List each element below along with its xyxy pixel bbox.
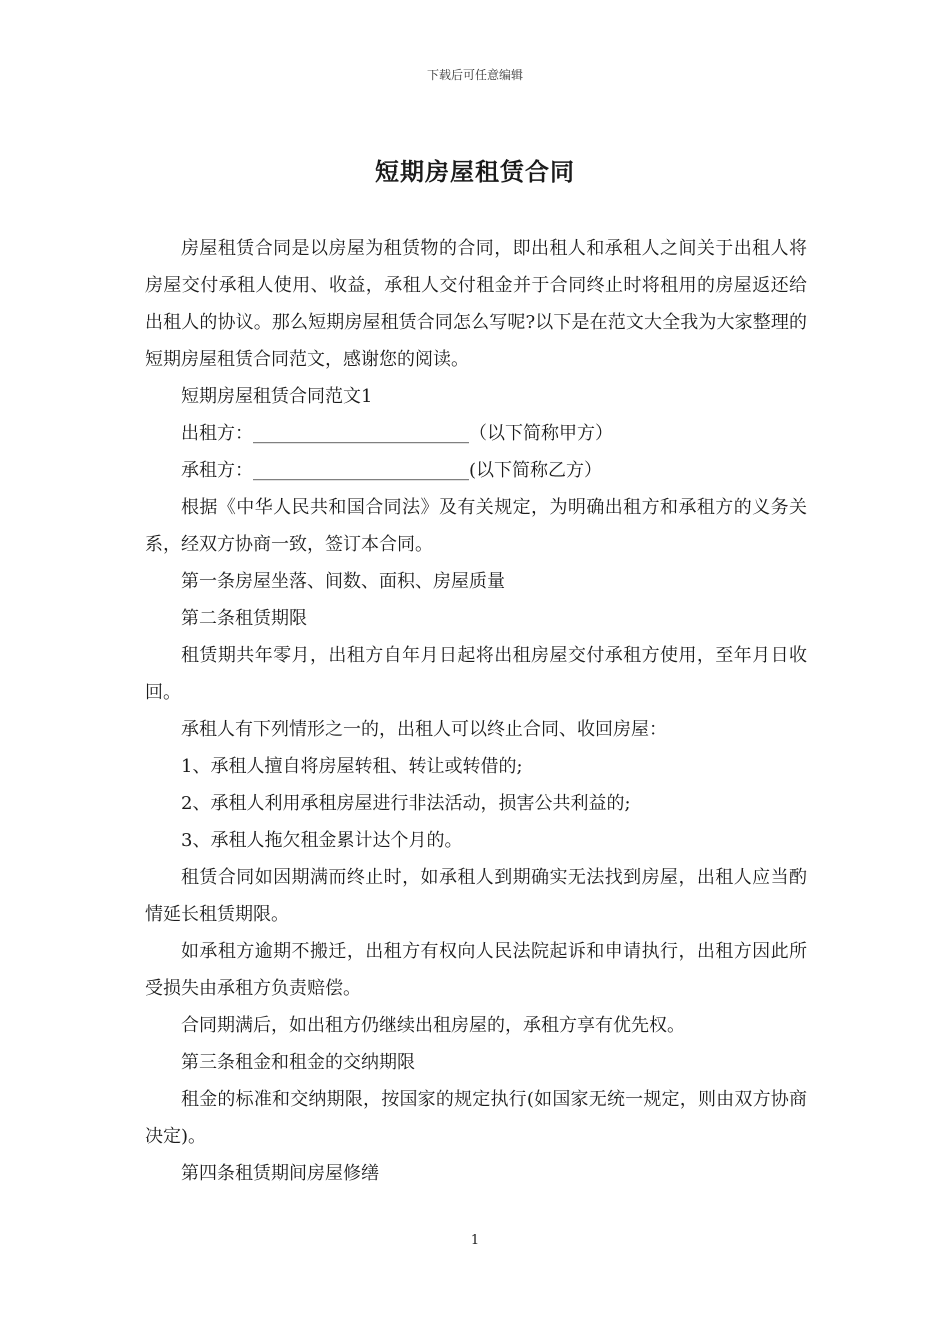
termination-item-1: 1、承租人擅自将房屋转租、转让或转借的; — [181, 756, 523, 777]
extension-paragraph: 租赁合同如因期满而终止时，如承租人到期确实无法找到房屋，出租人应当酌情延长租赁期限。 — [145, 867, 807, 925]
lessor-line: 出租方：________________________（以下简称甲方） — [181, 423, 613, 444]
page-number: 1 — [470, 1233, 480, 1248]
overdue-paragraph: 如承租方逾期不搬迁，出租方有权向人民法院起诉和申请执行，出租方因此所受损失由承租方负责赔偿。 — [145, 941, 807, 999]
article-1-heading: 第一条房屋坐落、间数、面积、房屋质量 — [181, 571, 505, 592]
sample-heading: 短期房屋租赁合同范文1 — [181, 386, 373, 407]
rent-paragraph: 租金的标准和交纳期限，按国家的规定执行(如国家无统一规定，则由双方协商决定)。 — [145, 1089, 807, 1147]
termination-item-3: 3、承租人拖欠租金累计达个月的。 — [181, 830, 463, 851]
document-body — [145, 230, 807, 1192]
preamble-paragraph: 根据《中华人民共和国合同法》及有关规定，为明确出租方和承租方的义务关系，经双方协商一致，签订本合同。 — [145, 497, 807, 555]
header-note: 下载后可任意编辑 — [426, 68, 523, 82]
document-title: 短期房屋租赁合同 — [375, 157, 575, 186]
lessee-line: 承租方：________________________(以下简称乙方） — [181, 460, 603, 481]
article-4-heading: 第四条租赁期间房屋修缮 — [181, 1163, 379, 1184]
priority-paragraph: 合同期满后，如出租方仍继续出租房屋的，承租方享有优先权。 — [181, 1015, 685, 1036]
termination-item-2: 2、承租人利用承租房屋进行非法活动，损害公共利益的; — [181, 793, 631, 814]
article-2-heading: 第二条租赁期限 — [181, 608, 307, 629]
termination-intro: 承租人有下列情形之一的，出租人可以终止合同、收回房屋： — [181, 719, 667, 740]
intro-paragraph: 房屋租赁合同是以房屋为租赁物的合同，即出租人和承租人之间关于出租人将房屋交付承租人使用、收益，承租人交付租金并于合同终止时将租用的房屋返还给出租人的协议。那么短期房屋租赁合同怎么写呢?以下是在范文大全我为大家整理的短期房屋租赁合同范文，感谢您的阅读。 — [145, 238, 807, 370]
lease-term-paragraph: 租赁期共年零月，出租方自年月日起将出租房屋交付承租方使用，至年月日收回。 — [145, 645, 807, 703]
article-3-heading: 第三条租金和租金的交纳期限 — [181, 1052, 415, 1073]
